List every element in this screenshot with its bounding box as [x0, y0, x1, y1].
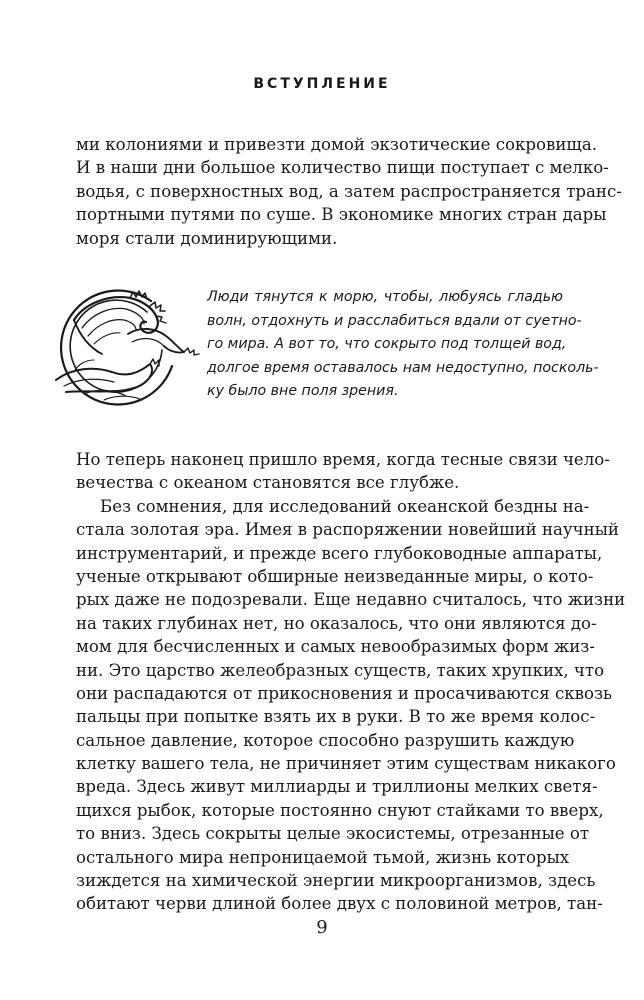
text-line: стала золотая эра. Имея в распоряжении новейший научный	[76, 520, 619, 540]
chapter-header: ВСТУПЛЕНИЕ	[253, 76, 391, 92]
text-line: моря стали доминирующими.	[76, 228, 338, 248]
callout-line: долгое время оставалось нам недоступно, посколь-	[207, 359, 599, 376]
text-line: портными путями по суше. В экономике многих стран дары	[76, 205, 607, 225]
text-line: обитают черви длиной более двух с половиной метров, тан-	[76, 894, 603, 914]
text-line: И в наши дни большое количество пищи поступает с мелко-	[76, 158, 609, 178]
body-text	[76, 448, 626, 916]
text-line: они распадаются от прикосновения и просачиваются сквозь	[76, 683, 613, 703]
text-line: пальцы при попытке взять их в руки. В то же время колос-	[76, 707, 596, 727]
callout-quote	[207, 286, 599, 404]
text-line: клетку вашего тела, не причиняет этим существам никакого	[76, 754, 616, 774]
text-line: остального мира непроницаемой тьмой, жизнь которых	[76, 847, 570, 867]
text-line: вреда. Здесь живут миллиарды и триллионы мелких светя-	[76, 777, 598, 797]
text-line: Без сомнения, для исследований океанской бездны на-	[100, 496, 590, 516]
page-number: 9	[316, 917, 328, 938]
text-line: мом для бесчисленных и самых невообразимых форм жиз-	[76, 637, 595, 657]
text-line: ми колониями и привезти домой экзотические сокровища.	[76, 135, 598, 154]
ocean-wave-illustration-icon	[44, 276, 200, 412]
callout-line: волн, отдохнуть и расслабиться вдали от суетно-	[207, 312, 582, 329]
text-line: вечества с океаном становятся все глубже.	[76, 473, 460, 493]
text-line: ни. Это царство желеобразных существ, таких хрупких, что	[76, 660, 605, 680]
text-line: то вниз. Здесь сокрыты целые экосистемы, отрезанные от	[76, 824, 590, 844]
text-line: сальное давление, которое способно разрушить каждую	[76, 730, 575, 750]
text-line: щихся рыбок, которые постоянно снуют стайками то вверх,	[76, 800, 604, 820]
text-line: ученые открывают обширные неизведанные миры, о кото-	[76, 566, 594, 586]
text-line: на таких глубинах нет, но оказалось, что они являются до-	[76, 613, 597, 633]
text-line: инструментарий, и прежде всего глубоководные аппараты,	[76, 543, 603, 563]
callout-line: ку было вне поля зрения.	[207, 383, 399, 400]
paragraph-top	[76, 133, 622, 250]
text-line: водья, с поверхностных вод, а затем распространяется транс-	[76, 181, 622, 201]
callout-line: го мира. А вот то, что сокрыто под толщей вод,	[207, 336, 567, 353]
text-line: рых даже не подозревали. Еще недавно считалось, что жизни	[76, 590, 626, 610]
callout-line: Люди тянутся к морю, чтобы, любуясь гладью	[207, 289, 563, 305]
text-line: Но теперь наконец пришло время, когда тесные связи чело-	[76, 450, 610, 469]
text-line: зиждется на химической энергии микроорганизмов, здесь	[76, 871, 596, 891]
